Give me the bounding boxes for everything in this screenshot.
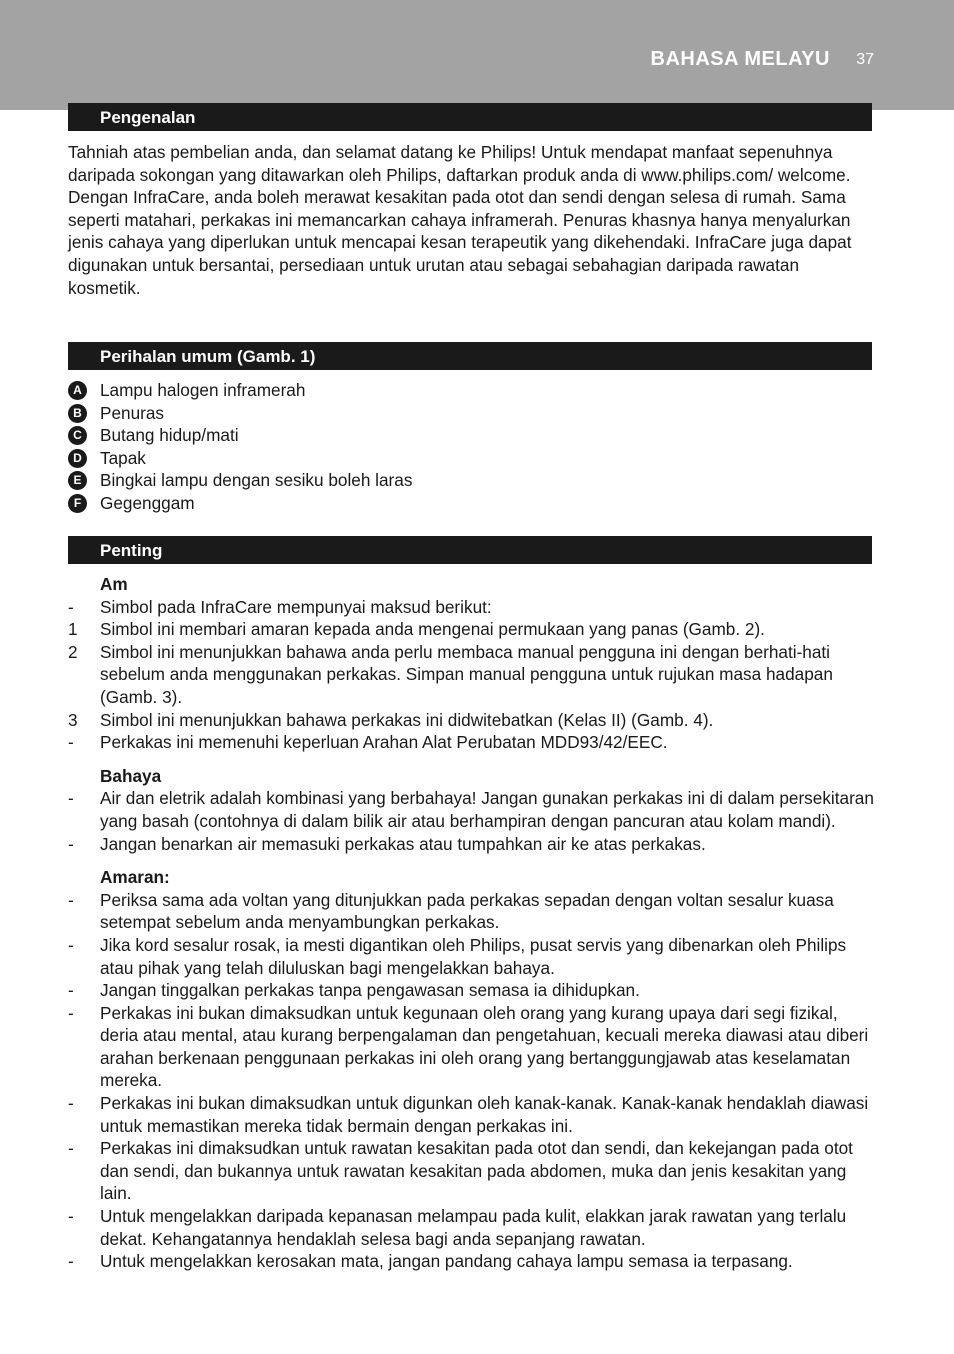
list-marker: - xyxy=(68,1251,74,1272)
list-marker: - xyxy=(68,1206,74,1227)
letter-badge: A xyxy=(68,381,87,400)
list-marker: 3 xyxy=(68,709,78,730)
list-marker: - xyxy=(68,889,74,910)
subheading-am: Am xyxy=(100,574,128,594)
section-heading-intro: Pengenalan xyxy=(68,103,872,131)
list-text: Jangan benarkan air memasuki perkakas atau tumpahkan air ke atas perkakas. xyxy=(100,833,706,854)
list-marker: 1 xyxy=(68,619,78,640)
list-item xyxy=(68,731,874,754)
list-marker: - xyxy=(68,788,74,809)
intro-body xyxy=(68,141,874,299)
list-item xyxy=(68,618,874,641)
language-title: BAHASA MELAYU xyxy=(650,48,830,70)
list-item xyxy=(68,1137,874,1205)
letter-badge: D xyxy=(68,449,87,468)
list-item xyxy=(68,709,874,732)
list-text: Simbol pada InfraCare mempunyai maksud berikut: xyxy=(100,596,492,617)
list-marker: - xyxy=(68,1093,74,1114)
list-marker: - xyxy=(68,833,74,854)
list-item xyxy=(68,447,874,470)
page-number: 37 xyxy=(856,51,874,68)
list-item xyxy=(68,379,874,402)
letter-badge: C xyxy=(68,426,87,445)
list-text: Perkakas ini dimaksudkan untuk rawatan kesakitan pada otot dan sendi, dan kekejangan pada otot dan sendi, dan bukannya untuk rawatan kesakitan pada abdomen, muka dan jenis kesakitan yang lain. xyxy=(100,1138,853,1204)
part-label: Lampu halogen inframerah xyxy=(100,380,306,400)
list-text: Air dan eletrik adalah kombinasi yang berbahaya! Jangan gunakan perkakas ini di dalam persekitaran yang basah (contohnya di dalam bilik air atau berhampiran dengan pancuran atau kolam mandi). xyxy=(100,788,874,831)
list-text: Untuk mengelakkan daripada kepanasan melampau pada kulit, elakkan jarak rawatan yang terlalu dekat. Kehangatannya hendaklah selesa bagi anda sepanjang rawatan. xyxy=(100,1206,847,1249)
list-item xyxy=(68,402,874,425)
subheading-amaran: Amaran: xyxy=(100,867,170,888)
list-text: Simbol ini menunjukkan bahawa perkakas ini didwitebatkan (Kelas II) (Gamb. 4). xyxy=(100,709,714,730)
letter-badge: F xyxy=(68,494,87,513)
list-item xyxy=(68,1205,874,1250)
part-label: Gegenggam xyxy=(100,492,195,513)
list-item xyxy=(68,889,874,934)
intro-paragraph: Dengan InfraCare, anda boleh merawat kesakitan pada otot dan sendi dengan selesa di rumah. Sama seperti matahari, perkakas ini memancarkan cahaya inframerah. Penuras khasnya hanya menyalurkan jenis cahaya yang diperlukan untuk mencapai kesan terapeutik yang dikehendaki. InfraCare juga dapat digunakan untuk bersantai, persediaan untuk urutan atau sebagai sebahagian daripada rawatan kosmetik. xyxy=(68,187,852,298)
list-item xyxy=(68,1002,874,1092)
intro-paragraph: Tahniah atas pembelian anda, dan selamat datang ke Philips! Untuk mendapat manfaat sepenuhnya daripada sokongan yang ditawarkan oleh Philips, daftarkan produk anda di www.philips.com/ welcome. xyxy=(68,142,851,185)
list-item xyxy=(68,979,874,1002)
page-header xyxy=(0,0,954,110)
list-text: Perkakas ini bukan dimaksudkan untuk digunkan oleh kanak-kanak. Kanak-kanak hendaklah diawasi untuk memastikan mereka tidak bermain dengan perkakas ini. xyxy=(100,1093,869,1136)
list-item xyxy=(68,1092,874,1137)
subheading-bahaya: Bahaya xyxy=(100,765,162,786)
list-text: Perkakas ini memenuhi keperluan Arahan Alat Perubatan MDD93/42/EEC. xyxy=(100,732,668,753)
list-item xyxy=(68,641,874,709)
part-label: Butang hidup/mati xyxy=(100,425,239,446)
list-item xyxy=(68,596,874,619)
important-body xyxy=(68,573,874,1273)
list-text: Simbol ini membari amaran kepada anda mengenai permukaan yang panas (Gamb. 2). xyxy=(100,619,765,640)
list-text: Untuk mengelakkan kerosakan mata, jangan pandang cahaya lampu semasa ia terpasang. xyxy=(100,1251,793,1272)
list-item xyxy=(68,833,874,856)
part-label: Bingkai lampu dengan sesiku boleh laras xyxy=(100,470,413,491)
parts-list xyxy=(68,379,874,515)
list-marker: - xyxy=(68,934,74,955)
section-heading-important: Penting xyxy=(68,536,872,564)
list-marker: - xyxy=(68,980,74,1001)
letter-badge: E xyxy=(68,471,87,490)
list-marker: - xyxy=(68,1138,74,1159)
list-text: Periksa sama ada voltan yang ditunjukkan pada perkakas sepadan dengan voltan sesalur kuasa setempat sebelum anda menyambungkan perkakas. xyxy=(100,889,834,933)
list-text: Simbol ini menunjukkan bahawa anda perlu membaca manual pengguna ini dengan berhati-hati sebelum anda menggunakan perkakas. Simpan manual pengguna untuk rujukan masa hadapan (Gamb. 3). xyxy=(100,641,833,707)
part-label: Penuras xyxy=(100,402,165,423)
letter-badge: B xyxy=(68,404,87,423)
list-item xyxy=(68,787,874,832)
list-marker: - xyxy=(68,1002,74,1023)
list-marker: - xyxy=(68,596,74,617)
list-text: Perkakas ini bukan dimaksudkan untuk kegunaan oleh orang yang kurang upaya dari segi fizikal, deria atau mental, atau kurang berpengalaman dan pengetahuan, kecuali mereka diawasi atau diberi arahan berkenaan penggunaan perkakas ini oleh orang yang bertanggungjawab atas keselamatan mereka. xyxy=(100,1002,869,1091)
part-label: Tapak xyxy=(100,447,146,468)
list-marker: 2 xyxy=(68,641,78,662)
list-text: Jangan tinggalkan perkakas tanpa pengawasan semasa ia dihidupkan. xyxy=(100,980,640,1001)
list-item xyxy=(68,934,874,979)
section-heading-general: Perihalan umum (Gamb. 1) xyxy=(68,342,872,370)
list-text: Jika kord sesalur rosak, ia mesti digantikan oleh Philips, pusat servis yang dibenarkan oleh Philips atau pihak yang telah diluluskan bagi mengelakkan bahaya. xyxy=(100,934,847,978)
list-item xyxy=(68,1250,874,1273)
list-item xyxy=(68,492,874,515)
list-marker: - xyxy=(68,732,74,753)
list-item xyxy=(68,424,874,447)
list-item xyxy=(68,469,874,492)
